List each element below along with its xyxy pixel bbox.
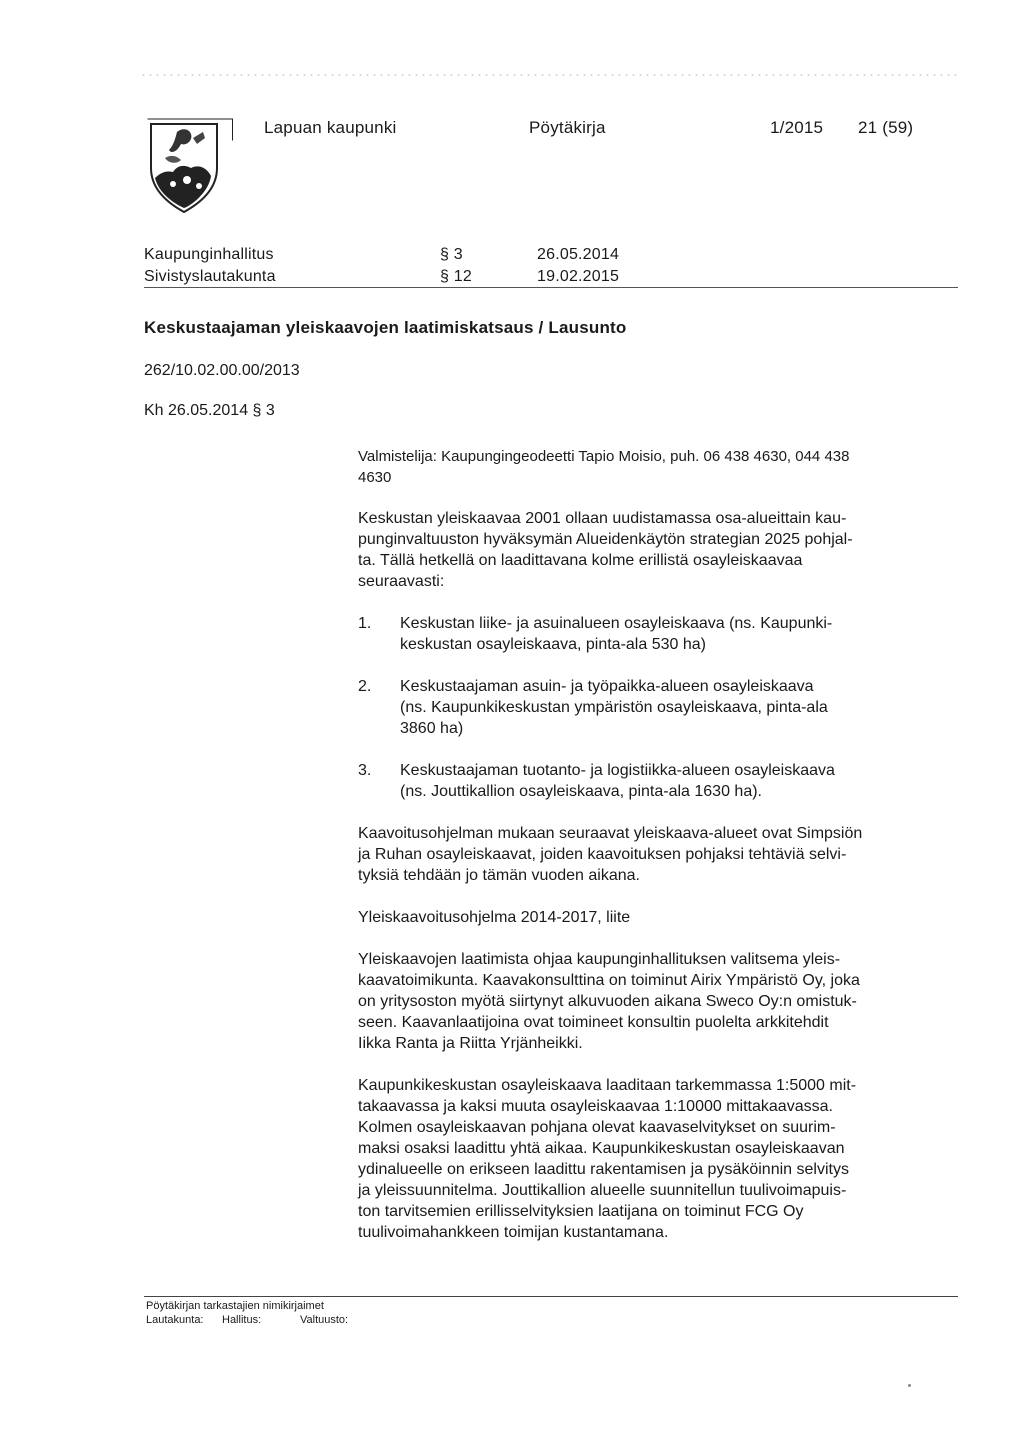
text-line: Keskustaajaman tuotanto- ja logistiikka-alueen osayleiskaava [400, 762, 835, 779]
text-line: on yritysoston myötä siirtynyt alkuvuoden aikana Sweco Oy:n omistuk- [358, 993, 857, 1010]
preparer-line: Valmistelija: Kaupungingeodeetti Tapio Moisio, puh. 06 438 4630, 044 438 [358, 448, 850, 465]
text-line: Keskustaajaman asuin- ja työpaikka-alueen osayleiskaava [400, 678, 814, 695]
list-item [358, 760, 958, 802]
meeting-date-2: 19.02.2015 [537, 268, 620, 285]
meeting-body-1: Kaupunginhallitus [144, 246, 274, 263]
intro-paragraph [358, 508, 958, 592]
plans-list [358, 613, 958, 802]
text-line: Keskustan yleiskaavaa 2001 ollaan uudistamassa osa-alueittain kau- [358, 510, 847, 527]
committee-paragraph [358, 949, 958, 1054]
diary-number: 262/10.02.00.00/2013 [144, 362, 300, 379]
document-type: Pöytäkirja [529, 118, 606, 137]
meeting-section-1: § 3 [440, 246, 463, 263]
attachment-reference: Yleiskaavoitusohjelma 2014-2017, liite [358, 909, 631, 926]
program-paragraph [358, 823, 958, 886]
scan-speck [908, 1384, 911, 1387]
text-line: tuulivoimahankkeen toimijan kustantamana. [358, 1224, 669, 1241]
text-line: Kolmen osayleiskaavan pohjana olevat kaavaselvitykset on suurim- [358, 1119, 836, 1136]
footer-divider [144, 1296, 958, 1297]
text-line: Kaupunkikeskustan osayleiskaava laaditaan tarkemmassa 1:5000 mit- [358, 1077, 857, 1094]
text-line: 3860 ha) [400, 720, 464, 737]
document-number: 1/2015 [770, 118, 824, 137]
list-text [400, 613, 958, 655]
text-line: ja yleissuunnitelma. Jouttikallion alueelle suunnitellun tuulivoimapuis- [358, 1182, 847, 1199]
list-item [358, 676, 958, 739]
text-line: ja Ruhan osayleiskaavat, joiden kaavoituksen pohjaksi tehtäviä selvi- [358, 846, 847, 863]
text-line: maksi osaksi laadittu yhtä aikaa. Kaupunkikeskustan osayleiskaavan [358, 1140, 845, 1157]
text-line: ton tarvitsemien erillisselvityksien laatijana on toiminut FCG Oy [358, 1203, 804, 1220]
text-line: Iikka Ranta ja Riitta Yrjänheikki. [358, 1035, 583, 1052]
text-line: ta. Tällä hetkellä on laadittavana kolme erillistä osayleiskaavaa [358, 552, 803, 569]
footer-lautakunta: Lautakunta: [146, 1314, 204, 1326]
page-info: 21 (59) [858, 118, 914, 137]
text-line: seen. Kaavanlaatijoina ovat toimineet konsultin puolelta arkkitehdit [358, 1014, 829, 1031]
list-text [400, 676, 958, 739]
meeting-body-2: Sivistyslautakunta [144, 268, 276, 285]
footer-valtuusto: Valtuusto: [300, 1314, 349, 1326]
text-line: ydinalueelle on erikseen laadittu rakentamisen ja pysäköinnin selvitys [358, 1161, 849, 1178]
coat-of-arms-logo [147, 118, 233, 214]
list-number: 1. [358, 615, 372, 632]
preparer-line: 4630 [358, 469, 392, 486]
text-line: punginvaltuuston hyväksymän Alueidenkäytön strategian 2025 pohjal- [358, 531, 853, 548]
organization-name: Lapuan kaupunki [264, 118, 397, 137]
list-text [400, 760, 958, 802]
text-line: (ns. Jouttikallion osayleiskaava, pinta-ala 1630 ha). [400, 783, 762, 800]
document-title: Keskustaajaman yleiskaavojen laatimiskatsaus / Lausunto [144, 318, 627, 337]
text-line: seuraavasti: [358, 573, 445, 590]
text-line: kaavatoimikunta. Kaavakonsulttina on toiminut Airix Ympäristö Oy, joka [358, 972, 860, 989]
preparer-info [358, 446, 958, 488]
text-line: takaavassa ja kaksi muuta osayleiskaavaa 1:10000 mittakaavassa. [358, 1098, 833, 1115]
text-line: (ns. Kaupunkikeskustan ympäristön osayleiskaava, pinta-ala [400, 699, 828, 716]
text-line: Keskustan liike- ja asuinalueen osayleiskaava (ns. Kaupunki- [400, 615, 833, 632]
session-reference: Kh 26.05.2014 § 3 [144, 402, 275, 419]
text-line: keskustan osayleiskaava, pinta-ala 530 ha) [400, 636, 706, 653]
header-divider [144, 287, 958, 288]
list-number: 2. [358, 678, 372, 695]
list-item [358, 613, 958, 655]
text-line: Yleiskaavojen laatimista ohjaa kaupunginhallituksen valitsema yleis- [358, 951, 841, 968]
meeting-section-2: § 12 [440, 268, 472, 285]
footer-hallitus: Hallitus: [222, 1314, 262, 1326]
main-body [358, 508, 958, 1264]
meeting-date-1: 26.05.2014 [537, 246, 620, 263]
scale-paragraph [358, 1075, 958, 1243]
scan-artifact-dots [140, 72, 960, 78]
footer-label: Pöytäkirjan tarkastajien nimikirjaimet [146, 1300, 324, 1312]
text-line: Kaavoitusohjelman mukaan seuraavat yleiskaava-alueet ovat Simpsiön [358, 825, 863, 842]
list-number: 3. [358, 762, 372, 779]
text-line: tyksiä tehdään jo tämän vuoden aikana. [358, 867, 640, 884]
